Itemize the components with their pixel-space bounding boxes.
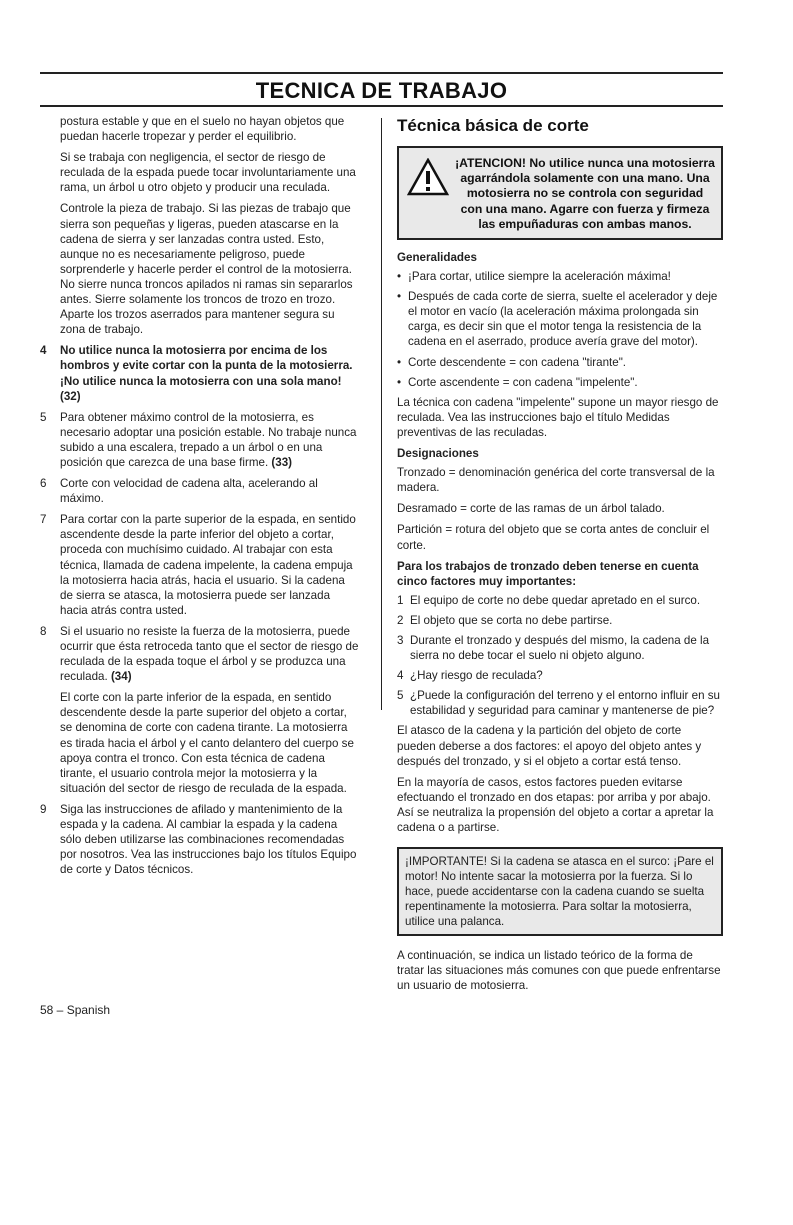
paragraph-impelente: La técnica con cadena "impelente" supone un mayor riesgo de reculada. Vea las instrucciones bajo el título Medidas preventivas de las reculadas.	[397, 395, 719, 439]
paragraph-mayoria: En la mayoría de casos, estos factores pueden evitarse efectuando el tronzado en dos etapas: por arriba y por abajo. Así se neutraliza la propensión del objeto a cortar a apretar la cadena o a partirse.	[397, 775, 714, 835]
important-box: ¡IMPORTANTE! Si la cadena se atasca en el surco: ¡Pare el motor! No intente sacar la motosierra por la fuerza. Si lo hace, puede accidentarse con la cadena cuando se suelta repentinamente la motosierra. Para soltar la motosierra, utilice una palanca.	[397, 847, 723, 936]
factor-item: 1 El equipo de corte no debe quedar apretado en el surco.	[397, 593, 701, 607]
right-column	[397, 114, 723, 999]
column-divider	[381, 118, 382, 710]
definition-desramado: Desramado = corte de las ramas de un árbol talado.	[397, 502, 665, 516]
designaciones-title: Designaciones	[397, 447, 479, 461]
page-footer: 58 – Spanish	[40, 1003, 111, 1017]
section-heading: Técnica básica de corte	[397, 116, 589, 135]
list-item-7: 7 Para cortar con la parte superior de la espada, en sentido ascendente desde la parte inferior del objeto a cortar, proceda con muchísimo cuidado. Al trabajar con esta técnica, llamada de cadena impelente, la cadena empuja la motosierra hacia atrás, hacia el usuario. Si la cadena de sierra se atasca, la motosierra puede ser lanzada hacia atrás contra usted.	[40, 513, 356, 617]
top-rule	[40, 72, 723, 74]
definition-tronzado: Tronzado = denominación genérica del corte transversal de la madera.	[397, 466, 715, 495]
list-item-4: 4 No utilice nunca la motosierra por encima de los hombros y evite cortar con la punta de la motosierra. ¡No utilice nunca la motosierra con una sola mano! (32)	[40, 344, 353, 403]
warning-box	[397, 146, 723, 240]
bullet-item: • Corte descendente = con cadena "tirante".	[397, 355, 627, 369]
bullet-item: • Después de cada corte de sierra, suelte el acelerador y deje el motor en vacío (la aceleración máxima prolongada sin carga, es decir sin que el motor tenga la resistencia de la cadena en el aserrado, produce avería grave del motor).	[397, 290, 718, 349]
list-item-8: 8 Si el usuario no resiste la fuerza de la motosierra, puede ocurrir que ésta retroceda tanto que el sector de riesgo de reculada de la espada toque el árbol y se produzca una reculada. (34)	[40, 624, 359, 684]
factor-item: 2 El objeto que se corta no debe partirse.	[397, 613, 613, 627]
list-item-5: 5 Para obtener máximo control de la motosierra, es necesario adoptar una posición estable. No trabaje nunca subido a una escalera, trepado a un árbol o en una posición que carezca de una base firme. (33)	[40, 410, 357, 469]
warning-triangle-icon	[407, 156, 455, 232]
factor-item: 4 ¿Hay riesgo de reculada?	[397, 669, 543, 683]
paragraph-negligencia: Si se trabaja con negligencia, el sector de riesgo de reculada de la espada puede tocar involuntariamente una rama, un árbol u otro objeto y producir una reculada.	[60, 151, 356, 195]
page-title: TECNICA DE TRABAJO	[255, 78, 508, 103]
list-item-6: 6 Corte con velocidad de cadena alta, acelerando al máximo.	[40, 477, 318, 506]
generalidades-title: Generalidades	[397, 251, 477, 265]
paragraph-controle: Controle la pieza de trabajo. Si las piezas de trabajo que sierra son pequeñas y ligeras, pueden atascarse en la cadena de sierra y ser lanzadas contra usted. Esto, aunque no es necesariamente peligroso, puede sorprenderle y hacerle perder el control de la motosierra. No sierre nunca troncos apilados ni ramas sin separarlos antes. Sierre solamente los troncos de trozo en trozo. Aparte los trozos aserrados para mantener segura su zona de trabajo.	[60, 202, 353, 337]
title-underline	[40, 105, 723, 107]
paragraph-atasco: El atasco de la cadena y la partición del objeto de corte pueden deberse a dos factores: el apoyo del objeto antes y después del tronzado, y si el objeto a cortar está tenso.	[397, 724, 702, 768]
definition-particion: Partición = rotura del objeto que se corta antes de concluir el corte.	[397, 523, 710, 552]
factor-item: 5 ¿Puede la configuración del terreno y el entorno influir en su estabilidad y seguridad para caminar y mantenerse de pie?	[397, 689, 720, 718]
left-column	[40, 114, 360, 883]
warning-text: ¡ATENCION! No utilice nunca una motosierra agarrándola solamente con una mano. Una motosierra no se controla con seguridad con una mano. Agarre con fuerza y firmeza las empuñaduras con ambas manos.	[455, 156, 715, 231]
list-item-9: 9 Siga las instrucciones de afilado y mantenimiento de la espada y la cadena. Al cambiar la espada y la cadena sólo deben utilizarse las combinaciones recomendadas por nosotros. Vea las instrucciones bajo los títulos Equipo de corte y Datos técnicos.	[40, 802, 357, 877]
paragraph-estable: postura estable y que en el suelo no hayan objetos que puedan hacerle tropezar y perder el equilibrio.	[60, 115, 345, 144]
bullet-item: • Corte ascendente = con cadena "impelente".	[397, 375, 638, 389]
bullet-item: • ¡Para cortar, utilice siempre la aceleración máxima!	[397, 270, 671, 284]
factor-item: 3 Durante el tronzado y después del mismo, la cadena de la sierra no debe tocar el suelo ni objeto alguno.	[397, 633, 710, 663]
paragraph-continuacion: A continuación, se indica un listado teórico de la forma de tratar las situaciones más comunes con que puede enfrentarse un usuario de motosierra.	[397, 949, 721, 993]
factores-title: Para los trabajos de tronzado deben tenerse en cuenta cinco factores muy importantes:	[397, 559, 699, 588]
paragraph-cadena-tirante: El corte con la parte inferior de la espada, en sentido descendente desde la parte superior del objeto a cortar, se denomina de corte con cadena tirante. La motosierra es tirada hacia el árbol y el canto delantero del cuerpo se apoya contra el tronco. Con esta técnica de cadena tirante, el usuario controla mejor la motosierra y la situación del sector de riesgo de reculada de la espada.	[60, 691, 354, 795]
